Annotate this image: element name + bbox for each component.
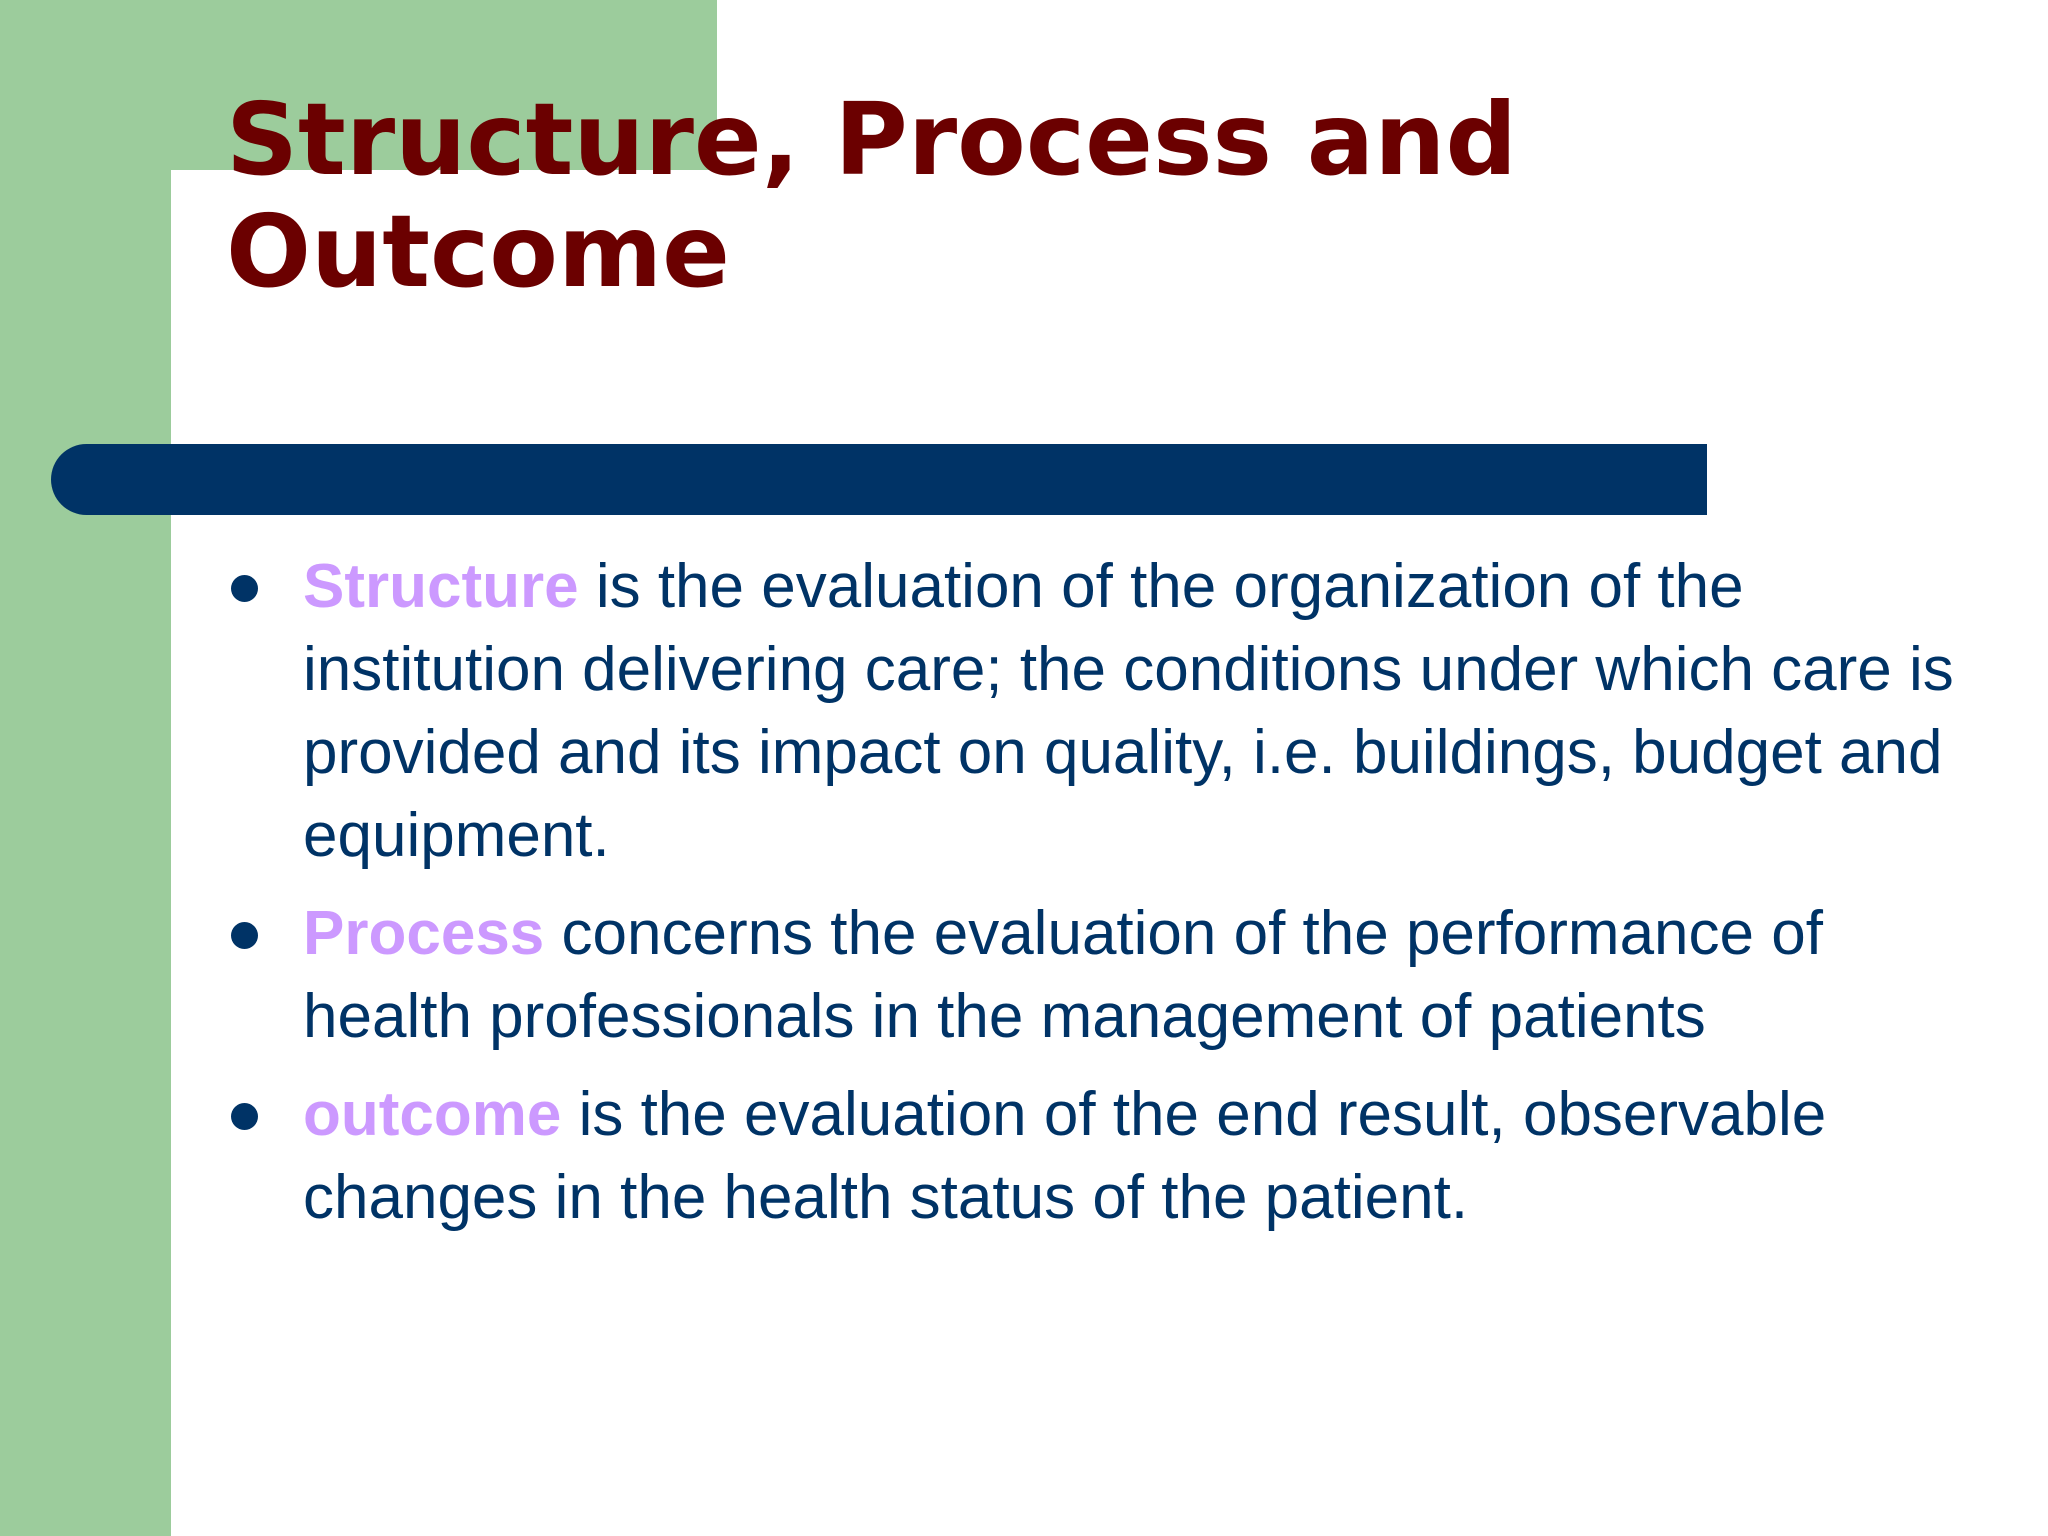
bullet-text: is the evaluation of the organization of the institution delivering care; the conditions under which care is provided and its impact on quality, i.e. buildings, budget and equipment.	[303, 552, 1954, 870]
bullet-item-structure	[226, 545, 2006, 877]
bullet-term: Structure	[303, 552, 579, 621]
bullet-dot-icon	[231, 1103, 258, 1130]
bullet-item-outcome	[226, 1073, 2006, 1239]
bullet-list	[226, 545, 2006, 1254]
bullet-item-process	[226, 892, 2006, 1058]
slide-title: Structure, Process and Outcome	[226, 81, 1518, 310]
bullet-dot-icon	[231, 922, 258, 949]
bullet-dot-icon	[231, 575, 258, 602]
bullet-text: is the evaluation of the end result, observable changes in the health status of the patient.	[303, 1080, 1827, 1232]
title-divider-bar	[51, 444, 1707, 515]
bullet-term: Process	[303, 899, 545, 968]
bullet-text: concerns the evaluation of the performance of health professionals in the management of patients	[303, 899, 1823, 1051]
green-side-band	[0, 0, 171, 1536]
bullet-term: outcome	[303, 1080, 562, 1149]
